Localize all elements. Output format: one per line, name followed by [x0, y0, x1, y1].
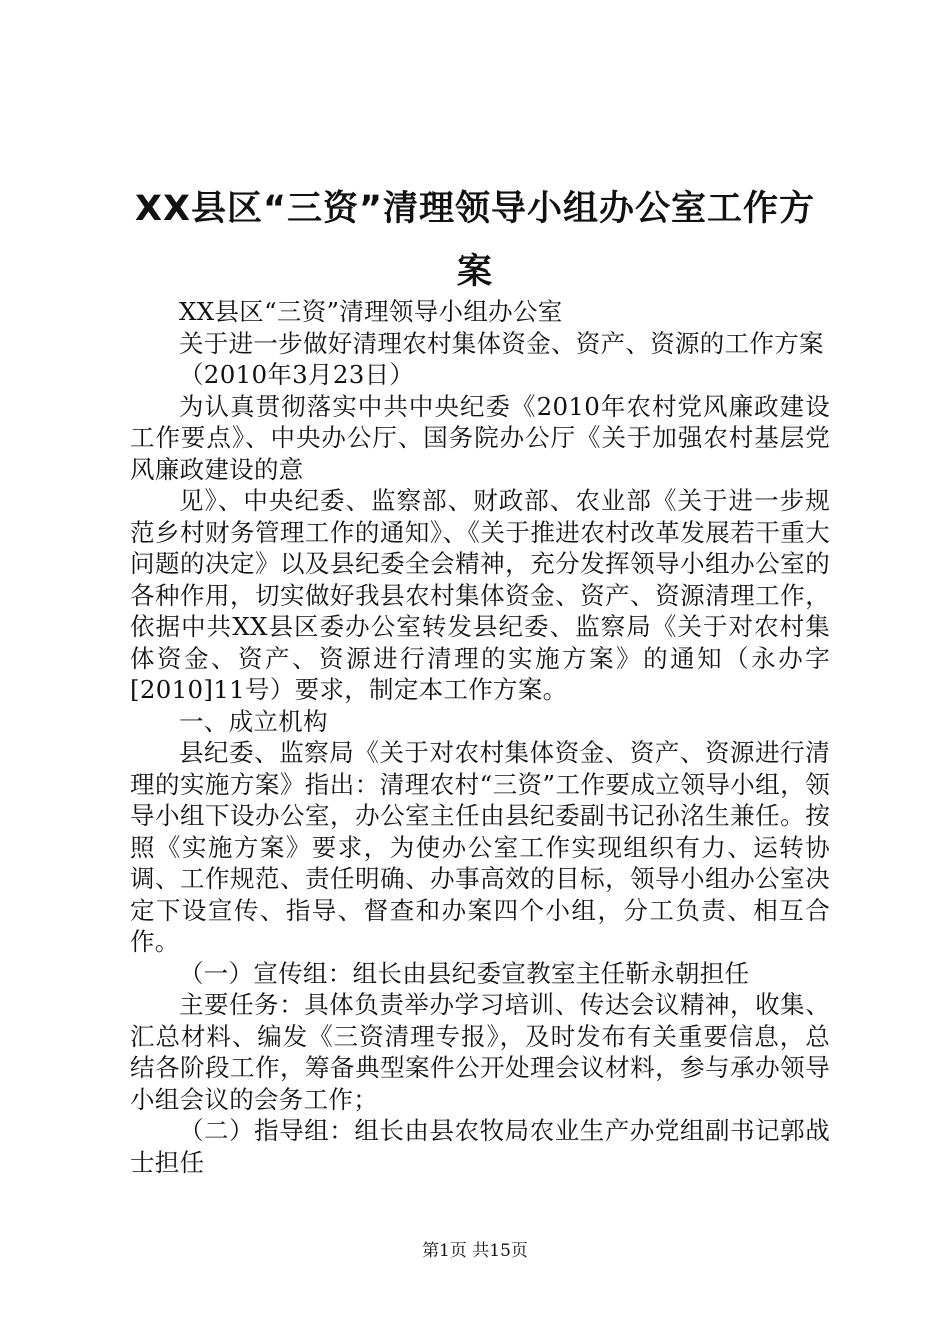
date-line: （2010年3月23日） [179, 360, 415, 389]
subtitle-line: 关于进一步做好清理农村集体资金、资产、资源的工作方案 [179, 328, 824, 358]
document-body [130, 296, 830, 1178]
page-footer: 第1页 共15页 [422, 1241, 528, 1261]
subsection-heading: （二）指导组：组长由县农牧局农业生产办党组副书记郭战士担任 [130, 1116, 830, 1177]
body-paragraph: 为认真贯彻落实中共中央纪委《2010年农村党风廉政建设工作要点》、中央办公厅、国务院办公厅《关于加强农村基层党风廉政建设的意 [130, 391, 830, 484]
subsection-heading: （一）宣传组：组长由县纪委宣教室主任靳永朝担任 [179, 958, 750, 988]
issuer-line: XX县区“三资”清理领导小组办公室 [179, 297, 563, 326]
document-title: XX县区“三资”清理领导小组办公室工作方案 [135, 189, 815, 292]
body-paragraph: 县纪委、监察局《关于对农村集体资金、资产、资源进行清理的实施方案》指出：清理农村“三资”工作要成立领导小组，领导小组下设办公室，办公室主任由县纪委副书记孙洺生兼任。按照《实施方案》要求，为使办公室工作实现组织有力、运转协调、工作规范、责任明确、办事高效的目标，领导小组办公室决定下设宣传、指导、督查和办案四个小组，分工负责、相互合作。 [130, 738, 830, 956]
body-paragraph: 主要任务：具体负责举办学习培训、传达会议精神，收集、汇总材料、编发《三资清理专报》，及时发布有关重要信息，总结各阶段工作，筹备典型案件公开处理会议材料，参与承办领导小组会议的会务工作； [130, 990, 830, 1114]
body-paragraph: 见》、中央纪委、监察部、财政部、农业部《关于进一步规范乡村财务管理工作的通知》、《关于推进农村改革发展若干重大问题的决定》以及县纪委全会精神，充分发挥领导小组办公室的各种作用，切实做好我县农村集体资金、资产、资源清理工作，依据中共XX县区委办公室转发县纪委、监察局《关于对农村集体资金、资产、资源进行清理的实施方案》的通知（永办字[2010]11号）要求，制定本工作方案。 [130, 486, 830, 704]
section-heading: 一、成立机构 [179, 706, 328, 736]
